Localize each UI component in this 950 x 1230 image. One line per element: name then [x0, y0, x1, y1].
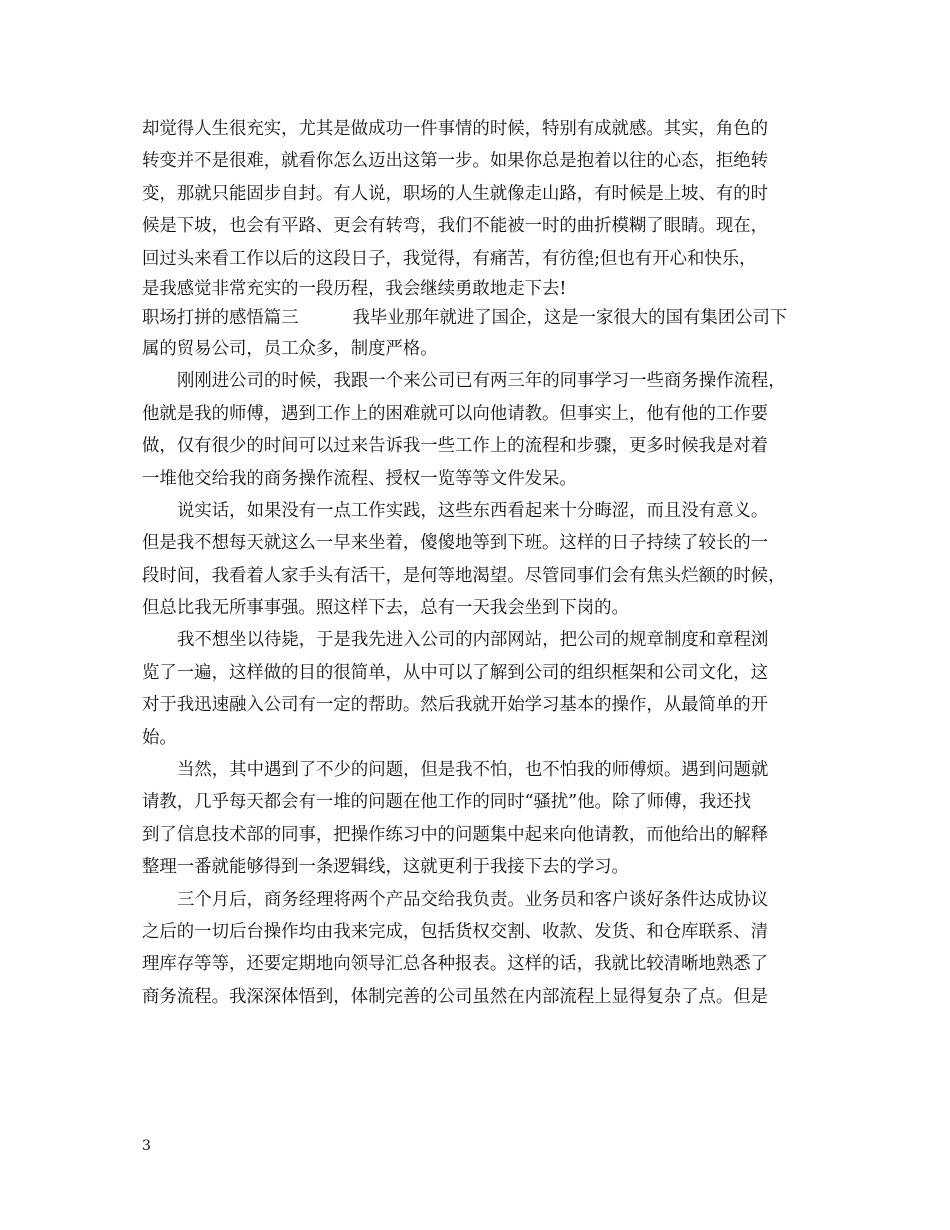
text-line: 却觉得人生很充实，尤其是做成功一件事情的时候，特别有成就感。其实，角色的 [142, 119, 769, 139]
section-intro: 我毕业那年就进了国企，这是一家很大的国有集团公司下 [352, 307, 788, 328]
section-title: 职场打拼的感悟篇三 [142, 307, 299, 328]
paragraph [142, 624, 822, 754]
section-heading-line [142, 304, 822, 333]
paragraph [142, 884, 822, 1014]
text-line: 回过头来看工作以后的这段日子，我觉得，有痛苦，有彷徨;但也有开心和快乐， [142, 248, 757, 269]
text-line: 说实话，如果没有一点工作实践，这些东西看起来十分晦涩，而且没有意义。 [177, 500, 769, 521]
text-line: 刚刚进公司的时候，我跟一个来公司已有两三年的同事学习一些商务操作流程， [177, 371, 786, 392]
text-line: 对于我迅速融入公司有一定的帮助。然后我就开始学习基本的操作，从最简单的开 [142, 695, 769, 716]
paragraph [142, 495, 822, 625]
text-line: 是我感觉非常充实的一段历程，我会继续勇敢地走下去! [142, 278, 567, 299]
text-line: 始。 [142, 727, 177, 748]
text-line: 三个月后，商务经理将两个产品交给我负责。业务员和客户谈好条件达成协议 [177, 889, 769, 910]
text-line: 转变并不是很难，就看你怎么迈出这第一步。如果你总是抱着以往的心态，拒绝转 [142, 151, 769, 172]
text-line: 览了一遍，这样做的目的很简单，从中可以了解到公司的组织框架和公司文化，这 [142, 662, 769, 683]
text-line: 当然，其中遇到了不少的问题，但是我不怕，也不怕我的师傅烦。遇到问题就 [177, 760, 769, 781]
text-line: 候是下坡，也会有平路、更会有转弯，我们不能被一时的曲折模糊了眼睛。现在， [142, 216, 769, 237]
text-line: 变，那就只能固步自封。有人说，职场的人生就像走山路，有时候是上坡、有的时 [142, 183, 769, 204]
paragraph [142, 365, 822, 495]
text-line: 属的贸易公司，员工众多，制度严格。 [142, 338, 438, 359]
text-line: 请教，几乎每天都会有一堆的问题在他工作的同时“骚扰”他。除了师傅，我还找 [142, 792, 752, 813]
text-line: 做，仅有很少的时间可以过来告诉我一些工作上的流程和步骤，更多时候我是对着 [142, 436, 769, 457]
text-line: 但总比我无所事事强。照这样下去，总有一天我会坐到下岗的。 [142, 598, 629, 619]
text-line: 理库存等等，还要定期地向领导汇总各种报表。这样的话，我就比较清晰地熟悉了 [142, 954, 769, 975]
text-line: 但是我不想每天就这么一早来坐着，傻傻地等到下班。这样的日子持续了较长的一 [142, 533, 769, 554]
text-line: 整理一番就能够得到一条逻辑线，这就更利于我接下去的学习。 [142, 857, 629, 878]
text-line: 之后的一切后台操作均由我来完成，包括货权交割、收款、发货、和仓库联系、清 [142, 921, 769, 942]
text-line: 他就是我的师傅，遇到工作上的困难就可以向他请教。但事实上，他有他的工作要 [142, 403, 769, 424]
text-line: 一堆他交给我的商务操作流程、授权一览等等文件发呆。 [142, 468, 577, 489]
text-line: 到了信息技术部的同事，把操作练习中的问题集中起来向他请教，而他给出的解释 [142, 824, 769, 845]
text-line: 我不想坐以待毙，于是我先进入公司的内部网站，把公司的规章制度和章程浏 [177, 630, 769, 651]
paragraph [142, 754, 822, 884]
text-line: 段时间，我看着人家手头有活干，是何等地渴望。尽管同事们会有焦头烂额的时候， [142, 565, 786, 586]
page-number: 3 [142, 1138, 151, 1154]
body-text [142, 113, 822, 1013]
text-line: 商务流程。我深深体悟到，体制完善的公司虽然在内部流程上显得复杂了点。但是 [142, 986, 769, 1007]
